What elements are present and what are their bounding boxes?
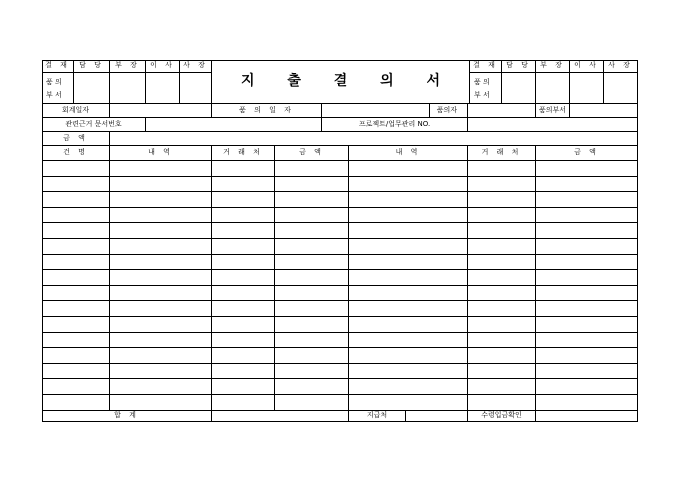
table-cell bbox=[110, 177, 212, 193]
request-date-value bbox=[322, 104, 430, 118]
table-cell bbox=[212, 255, 275, 271]
table-cell bbox=[468, 192, 536, 208]
table-cell bbox=[275, 161, 349, 177]
table-cell bbox=[536, 333, 638, 349]
table-cell bbox=[468, 208, 536, 224]
accounting-date-value bbox=[110, 104, 212, 118]
table-cell bbox=[110, 379, 212, 395]
table-cell bbox=[468, 348, 536, 364]
table-cell bbox=[536, 395, 638, 411]
approval-sign-left bbox=[180, 73, 212, 104]
amount-value bbox=[110, 132, 638, 146]
table-cell bbox=[212, 208, 275, 224]
table-cell bbox=[349, 161, 468, 177]
table-cell bbox=[110, 317, 212, 333]
table-cell bbox=[349, 255, 468, 271]
column-header-vendor-2: 거 래 처 bbox=[468, 146, 536, 161]
table-cell bbox=[212, 270, 275, 286]
column-header-amount-2: 금 액 bbox=[536, 146, 638, 161]
table-cell bbox=[42, 255, 110, 271]
approval-header-left: 결 재 bbox=[42, 60, 74, 73]
column-header-item: 건 명 bbox=[42, 146, 110, 161]
table-cell bbox=[349, 301, 468, 317]
table-cell bbox=[110, 286, 212, 302]
table-cell bbox=[212, 239, 275, 255]
table-cell bbox=[536, 208, 638, 224]
payee-value bbox=[406, 411, 468, 422]
table-cell bbox=[275, 239, 349, 255]
table-cell bbox=[42, 348, 110, 364]
table-cell bbox=[349, 192, 468, 208]
table-cell bbox=[349, 286, 468, 302]
payee-label: 지급처 bbox=[349, 411, 406, 422]
table-cell bbox=[275, 208, 349, 224]
table-cell bbox=[468, 239, 536, 255]
table-cell bbox=[536, 161, 638, 177]
table-cell bbox=[275, 317, 349, 333]
table-cell bbox=[468, 364, 536, 380]
table-cell bbox=[349, 348, 468, 364]
table-cell bbox=[110, 348, 212, 364]
table-cell bbox=[536, 348, 638, 364]
table-cell bbox=[275, 379, 349, 395]
table-cell bbox=[110, 301, 212, 317]
table-cell bbox=[212, 317, 275, 333]
table-cell bbox=[110, 364, 212, 380]
table-cell bbox=[110, 255, 212, 271]
table-cell bbox=[275, 333, 349, 349]
table-cell bbox=[110, 161, 212, 177]
table-cell bbox=[536, 239, 638, 255]
table-cell bbox=[468, 395, 536, 411]
table-cell bbox=[275, 177, 349, 193]
table-cell bbox=[349, 208, 468, 224]
table-cell bbox=[275, 270, 349, 286]
table-cell bbox=[468, 301, 536, 317]
related-doc-no-label: 관련근거 문서번호 bbox=[42, 118, 146, 132]
table-cell bbox=[349, 395, 468, 411]
approval-role-right-manager: 부 장 bbox=[536, 60, 570, 73]
approval-sign-left bbox=[74, 73, 110, 104]
table-cell bbox=[275, 364, 349, 380]
table-cell bbox=[110, 333, 212, 349]
column-header-details-1: 내 역 bbox=[110, 146, 212, 161]
table-cell bbox=[42, 208, 110, 224]
table-cell bbox=[42, 333, 110, 349]
project-no-label: 프로젝트/업무관리 NO. bbox=[322, 118, 468, 132]
total-label: 합 계 bbox=[42, 411, 212, 422]
column-header-amount-1: 금 액 bbox=[275, 146, 349, 161]
approval-sign-right bbox=[536, 73, 570, 104]
table-cell bbox=[275, 301, 349, 317]
receipt-check-value bbox=[536, 411, 638, 422]
table-cell bbox=[42, 270, 110, 286]
table-cell bbox=[275, 192, 349, 208]
related-doc-no-value bbox=[146, 118, 322, 132]
table-cell bbox=[275, 255, 349, 271]
approval-role-right-charge: 담 당 bbox=[502, 60, 536, 73]
receipt-check-label: 수령입금확인 bbox=[468, 411, 536, 422]
approval-role-left-president: 사 장 bbox=[180, 60, 212, 73]
requester-value bbox=[468, 104, 536, 118]
table-cell bbox=[468, 286, 536, 302]
table-cell bbox=[42, 286, 110, 302]
approval-header-right: 결 재 bbox=[470, 60, 502, 73]
table-cell bbox=[42, 317, 110, 333]
table-cell bbox=[42, 379, 110, 395]
table-cell bbox=[468, 161, 536, 177]
table-cell bbox=[468, 317, 536, 333]
table-cell bbox=[349, 379, 468, 395]
amount-label: 금 액 bbox=[42, 132, 110, 146]
request-dept-label-right: 품 의 부 서 bbox=[470, 73, 502, 104]
table-cell bbox=[349, 223, 468, 239]
table-cell bbox=[349, 333, 468, 349]
accounting-date-label: 회계일자 bbox=[42, 104, 110, 118]
expense-resolution-form bbox=[42, 60, 638, 422]
table-cell bbox=[536, 255, 638, 271]
table-cell bbox=[42, 364, 110, 380]
table-cell bbox=[468, 255, 536, 271]
table-cell bbox=[212, 301, 275, 317]
table-cell bbox=[42, 223, 110, 239]
approval-sign-right bbox=[502, 73, 536, 104]
table-cell bbox=[110, 223, 212, 239]
table-cell bbox=[349, 270, 468, 286]
table-cell bbox=[536, 364, 638, 380]
table-cell bbox=[468, 270, 536, 286]
table-cell bbox=[212, 177, 275, 193]
table-cell bbox=[42, 192, 110, 208]
table-cell bbox=[42, 395, 110, 411]
total-value bbox=[212, 411, 349, 422]
table-cell bbox=[536, 270, 638, 286]
request-dept-label-left: 품 의 부 서 bbox=[42, 73, 74, 104]
approval-sign-right bbox=[570, 73, 604, 104]
table-cell bbox=[536, 223, 638, 239]
table-cell bbox=[468, 333, 536, 349]
table-cell bbox=[468, 177, 536, 193]
approval-sign-left bbox=[146, 73, 180, 104]
request-date-label: 품 의 일 자 bbox=[212, 104, 322, 118]
table-cell bbox=[42, 239, 110, 255]
approval-role-right-director: 이 사 bbox=[570, 60, 604, 73]
table-cell bbox=[212, 161, 275, 177]
table-cell bbox=[536, 177, 638, 193]
table-cell bbox=[212, 348, 275, 364]
approval-role-left-director: 이 사 bbox=[146, 60, 180, 73]
approval-sign-left bbox=[110, 73, 146, 104]
table-cell bbox=[110, 395, 212, 411]
table-cell bbox=[468, 379, 536, 395]
request-dept-value bbox=[570, 104, 638, 118]
table-cell bbox=[110, 208, 212, 224]
project-no-value bbox=[468, 118, 638, 132]
table-cell bbox=[275, 223, 349, 239]
table-cell bbox=[212, 192, 275, 208]
table-cell bbox=[212, 333, 275, 349]
table-cell bbox=[349, 317, 468, 333]
table-cell bbox=[349, 364, 468, 380]
table-cell bbox=[42, 177, 110, 193]
table-cell bbox=[275, 395, 349, 411]
table-cell bbox=[110, 239, 212, 255]
table-cell bbox=[536, 379, 638, 395]
approval-role-right-president: 사 장 bbox=[604, 60, 638, 73]
column-header-details-2: 내 역 bbox=[349, 146, 468, 161]
table-cell bbox=[110, 192, 212, 208]
table-cell bbox=[42, 301, 110, 317]
table-cell bbox=[536, 301, 638, 317]
table-cell bbox=[42, 161, 110, 177]
table-cell bbox=[212, 223, 275, 239]
table-cell bbox=[275, 348, 349, 364]
approval-role-left-charge: 담 당 bbox=[74, 60, 110, 73]
table-cell bbox=[349, 239, 468, 255]
form-title: 지 출 결 의 서 bbox=[212, 60, 470, 104]
table-cell bbox=[212, 395, 275, 411]
table-cell bbox=[349, 177, 468, 193]
table-cell bbox=[212, 286, 275, 302]
table-cell bbox=[110, 270, 212, 286]
approval-role-left-manager: 부 장 bbox=[110, 60, 146, 73]
table-cell bbox=[212, 379, 275, 395]
column-header-vendor-1: 거 래 처 bbox=[212, 146, 275, 161]
approval-sign-right bbox=[604, 73, 638, 104]
requester-label: 품의자 bbox=[430, 104, 468, 118]
table-cell bbox=[468, 223, 536, 239]
table-cell bbox=[212, 364, 275, 380]
table-cell bbox=[536, 317, 638, 333]
request-dept-label: 품의부서 bbox=[536, 104, 570, 118]
table-cell bbox=[536, 286, 638, 302]
table-cell bbox=[536, 192, 638, 208]
table-cell bbox=[275, 286, 349, 302]
